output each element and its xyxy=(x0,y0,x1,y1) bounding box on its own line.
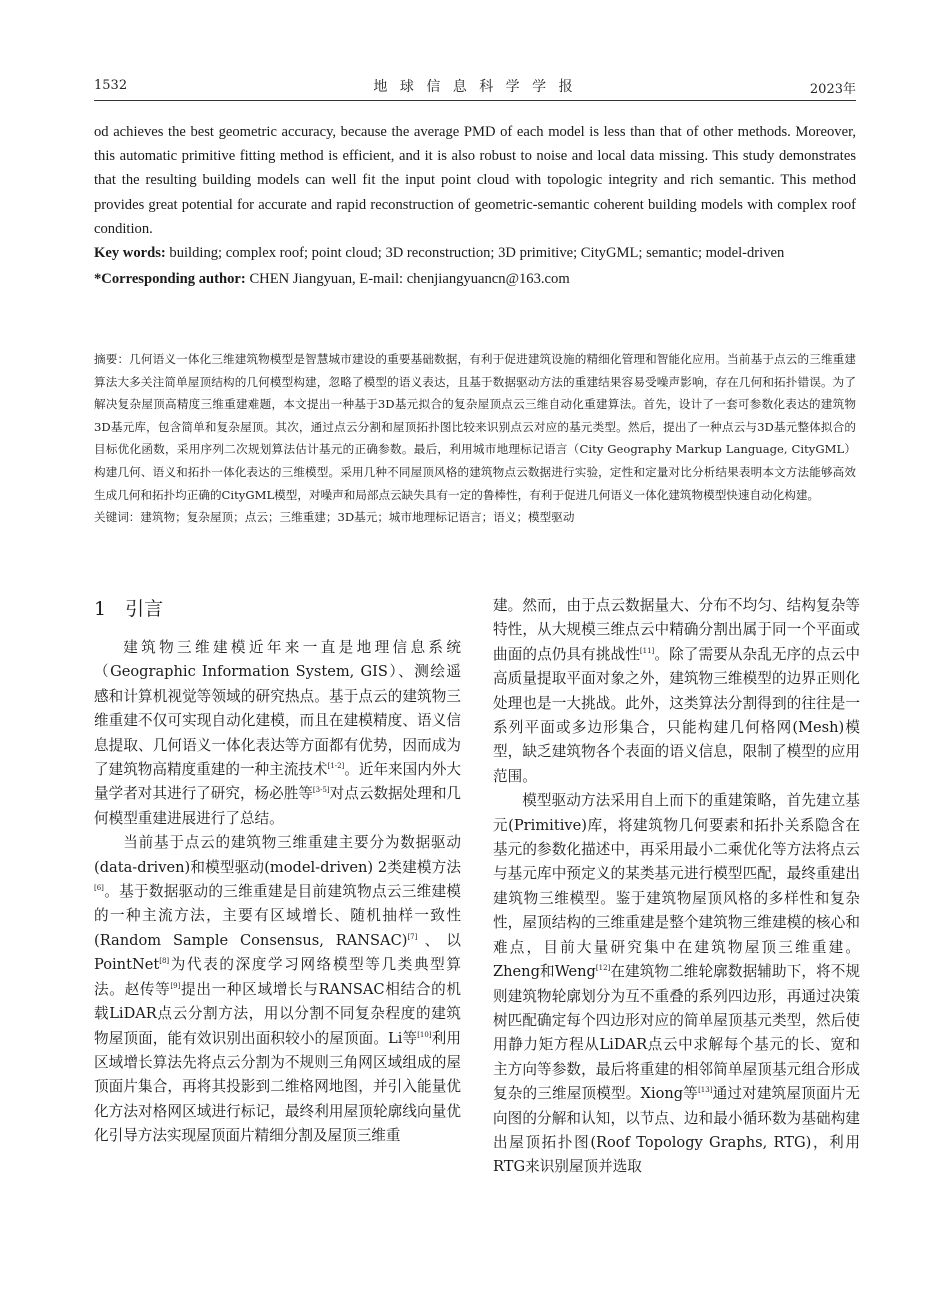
text-run: 。近年来国内外大量学者对其进行了研究，杨必胜等 xyxy=(94,761,462,803)
publication-year: 2023年 xyxy=(809,82,856,97)
keywords-text: building; complex roof; point cloud; 3D reconstruction; 3D primitive; CityGML; semantic; model-driven xyxy=(169,245,785,262)
corresponding-label: *Corresponding author: xyxy=(94,271,246,288)
corresponding-text: CHEN Jiangyuan, E-mail: chenjiangyuancn@163.com xyxy=(249,271,570,288)
text-run: 当前基于点云的建筑物三维重建主要分为数据驱动(data-driven)和模型驱动(model-driven) 2类建模方法 xyxy=(94,834,461,876)
text-run: 建。然而，由于点云数据量大、分布不均匀、结构复杂等特性，从大规模三维点云中精确分割出属于同一个平面或曲面的点仍具有挑战性 xyxy=(493,597,860,663)
chinese-abstract-text: 摘要：几何语义一体化三维建筑物模型是智慧城市建设的重要基础数据，有利于促进建筑设施的精细化管理和智能化应用。当前基于点云的三维重建算法大多关注简单屋顶结构的几何模型构建，忽略了模型的语义表达，且基于数据驱动方法的重建结果容易受噪声影响，存在几何和拓扑错误。为了解决复杂屋顶高精度三维重建难题，本文提出一种基于3D基元拟合的复杂屋顶点云三维自动化重建算法。首先，设计了一套可参数化表达的建筑物3D基元库，包含简单和复杂屋顶。其次，通过点云分割和屋顶拓扑图比较来识别点云对应的基元类型。然后，提出了一种点云与3D基元整体拟合的目标优化函数，采用序列二次规划算法估计基元的正确参数。最后，利用城市地理标记语言（City Geography Markup Language, CityGML）构建几何、语义和拓扑一体化表达的三维模型。采用几种不同屋顶风格的建筑物点云数据进行实验，定性和定量对比分析结果表明本文方法能够高效生成几何和拓扑均正确的CityGML模型，对噪声和局部点云缺失具有一定的鲁棒性，有利于促进几何语义一体化建筑物模型快速自动化构建。 xyxy=(94,352,856,502)
citation: [6] xyxy=(94,884,104,893)
citation: [9] xyxy=(170,981,181,990)
citation: [12] xyxy=(595,964,611,973)
chinese-keywords: 关键词：建筑物；复杂屋顶；点云；三维重建；3D基元；城市地理标记语言；语义；模型驱动 xyxy=(94,510,575,525)
citation: [10] xyxy=(417,1030,432,1039)
english-abstract xyxy=(94,120,856,291)
text-run: 在建筑物二维轮廓数据辅助下，将不规则建筑物轮廓划分为互不重叠的系列四边形，再通过决策树匹配确定每个四边形对应的简单屋顶基元类型，然后使用静力矩方程从LiDAR点云中求解每个基元的长、宽和主方向等参数，最后将重建的相邻简单屋顶基元组合形成复杂的三维屋顶模型。Xiong等 xyxy=(493,963,860,1103)
left-column xyxy=(94,594,461,1149)
text-run: 。除了需要从杂乱无序的点云中高质量提取平面对象之外，建筑物三维模型的边界正则化处理也是一大挑战。此外，这类算法分割得到的往往是一系列平面或多边形集合，只能构建几何格网(Mesh)模型，缺乏建筑物各个表面的语义信息，限制了模型的应用范围。 xyxy=(493,645,860,785)
citation: [13] xyxy=(698,1086,713,1095)
keywords-label: Key words: xyxy=(94,245,166,262)
intro-paragraph-3 xyxy=(493,789,860,1180)
text-run: 建筑物三维建模近年来一直是地理信息系统（Geographic Information System, GIS）、测绘遥感和计算机视觉等领域的研究热点。基于点云的建筑物三维重建不仅可实现自动化建模，而且在建模精度、语义信息提取、几何语义一体化表达等方面都有优势，因而成为了建筑物高精度重建的一种主流技术 xyxy=(94,639,461,779)
english-abstract-text: od achieves the best geometric accuracy, because the average PMD of each model is less than that of other methods. Moreover, this automatic primitive fitting method is efficient, and it is also robust to noise and local data missing. This study demonstrates that the resulting building models can well fit the input point cloud with topologic integrity and rich semantic. This method provides great potential for accurate and rapid reconstruction of geometric-semantic coherent building models with complex roof condition. xyxy=(94,124,856,237)
english-keywords xyxy=(94,241,856,265)
text-run: 。基于数据驱动的三维重建是目前建筑物点云三维建模的一种主流方法，主要有区域增长、随机抽样一致性 (Random Sample Consensus, RANSAC) xyxy=(94,883,461,949)
intro-paragraph-2-continued xyxy=(493,594,860,789)
text-run: 通过对建筑屋顶面片无向图的分解和认知，以节点、边和最小循环数为基础构建出屋顶拓扑图(Roof Topology Graphs, RTG)，利用RTG来识别屋顶并选取 xyxy=(493,1085,860,1176)
intro-paragraph-2 xyxy=(94,831,461,1148)
text-run: 对点云数据处理和几何模型重建进展进行了总结。 xyxy=(94,785,462,827)
page-number: 1532 xyxy=(94,78,128,93)
corresponding-author xyxy=(94,267,856,291)
text-run: 利用区域增长算法先将点云分割为不规则三角网区域组成的屋顶面片集合，再将其投影到二维格网地图，并引入能量优化方法对格网区域进行标记，最终利用屋顶轮廓线向量优化引导方法实现屋顶面片精细分割及屋顶三维重 xyxy=(94,1029,461,1145)
text-run: 模型驱动方法采用自上而下的重建策略，首先建立基元(Primitive)库，将建筑物几何要素和拓扑关系隐含在基元的参数化描述中，再采用最小二乘优化等方法将点云与基元库中预定义的某类基元进行模型匹配，最终重建出建筑物三维模型。鉴于建筑物屋顶风格的多样性和复杂性，屋顶结构的三维重建是整个建筑物三维建模的核心和难点，目前大量研究集中在建筑物屋顶三维重建。Zheng和Weng xyxy=(493,792,860,981)
right-column xyxy=(493,594,860,1180)
running-header xyxy=(94,76,856,101)
citation: [11] xyxy=(639,646,655,655)
section-title: 1 引言 xyxy=(94,598,164,620)
text-run: 提出一种区域增长与RANSAC相结合的机载LiDAR点云分割方法，用以分割不同复杂程度的建筑物屋顶面，能有效识别出面积较小的屋顶面。Li等 xyxy=(94,980,461,1047)
chinese-abstract xyxy=(94,348,856,529)
text-run: 、以PointNet xyxy=(94,931,461,974)
citation: [7] xyxy=(407,933,418,942)
citation: [3-5] xyxy=(312,786,330,795)
journal-title: 地 球 信 息 科 学 学 报 xyxy=(373,79,577,95)
intro-paragraph-1 xyxy=(94,636,461,831)
text-run: 为代表的深度学习网络模型等几类典型算法。赵传等 xyxy=(94,956,461,998)
citation: [8] xyxy=(159,957,170,966)
citation: [1-2] xyxy=(327,762,345,771)
